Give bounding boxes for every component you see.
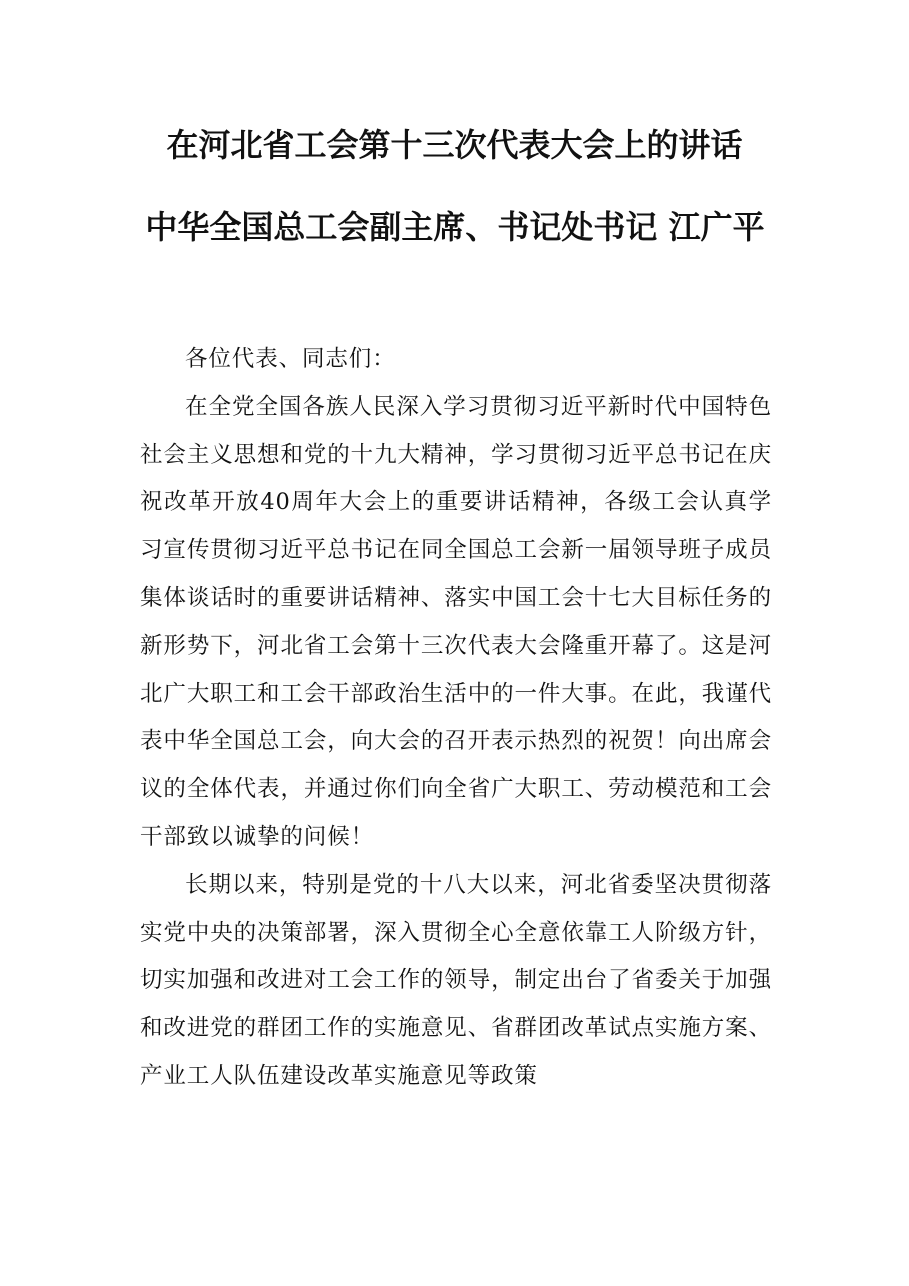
paragraph-1: 在全党全国各族人民深入学习贯彻习近平新时代中国特色社会主义思想和党的十九大精神，学习贯彻习近平总书记在庆祝改革开放40周年大会上的重要讲话精神，各级工会认真学习宣传贯彻习近平总书记在同全国总工会新一届领导班子成员集体谈话时的重要讲话精神、落实中国工会十七大目标任务的新形势下，河北省工会第十三次代表大会隆重开幕了。这是河北广大职工和工会干部政治生活中的一件大事。在此，我谨代表中华全国总工会，向大会的召开表示热烈的祝贺！向出席会议的全体代表，并通过你们向全省广大职工、劳动模范和工会干部致以诚挚的问候！	[140, 393, 772, 850]
paragraph-2: 长期以来，特别是党的十八大以来，河北省委坚决贯彻落实党中央的决策部署，深入贯彻全心全意依靠工人阶级方针，切实加强和改进对工会工作的领导，制定出台了省委关于加强和改进党的群团工作的实施意见、省群团改革试点实施方案、产业工人队伍建设改革实施意见等政策	[140, 871, 772, 1089]
salutation: 各位代表、同志们：	[185, 346, 396, 372]
document-title: 在河北省工会第十三次代表大会上的讲话	[166, 126, 743, 164]
document-body	[140, 336, 772, 1101]
document-subtitle: 中华全国总工会副主席、书记处书记 江广平	[145, 208, 765, 246]
